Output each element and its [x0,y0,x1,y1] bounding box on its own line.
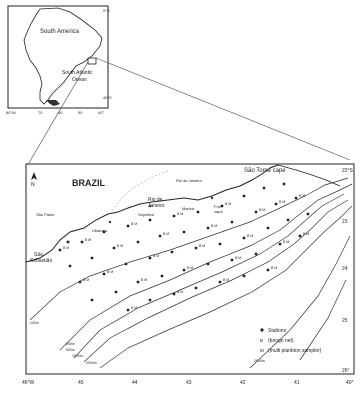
lat-label: 23 [342,219,348,225]
station-code-label: B M [271,266,278,270]
inset-map [6,6,112,115]
station-marker [159,235,162,238]
station-marker [221,205,224,208]
country-label: BRAZIL [72,178,105,188]
station-marker [149,219,152,222]
legend-bongo-label: (bongo net) [268,338,294,344]
station-marker [255,211,258,214]
station-marker [287,219,290,222]
inset-lon-tick: 70 [38,110,43,115]
station-marker [59,249,62,252]
place-label-sao-sebastiao-2: Sebastião [30,258,53,264]
station-marker [113,247,116,250]
station-marker [275,203,278,206]
station-marker [125,263,128,266]
station-code-label: B M [299,194,306,198]
station-code-label: B M [279,200,286,204]
station-code-label: B M [177,212,184,216]
station-marker [263,187,266,190]
lat-label: 24 [342,266,348,272]
longitude-labels [22,380,354,386]
legend-multi-code: M [260,348,264,353]
legend-stations-label: Stations [268,328,287,334]
station-code-label: B M [63,246,70,250]
station-marker [69,265,72,268]
place-label-frio-cape-1: Frio [214,204,221,209]
north-arrow-label: N [31,182,35,188]
station-marker [127,309,130,312]
place-label-sao-sebastiao-1: São [34,252,43,258]
station-marker [219,243,222,246]
station-marker [243,195,246,198]
station-code-label: B M [141,278,148,282]
legend-multi-label: (multi plankton sampler) [268,348,322,354]
isobath-label-200: 200m [66,342,75,346]
island [109,221,111,223]
station-marker [91,299,94,302]
station-marker [307,213,310,216]
inset-lon-tick: 60 [58,110,63,115]
station-marker [161,275,164,278]
isobath-label-500: 500m [66,348,75,352]
station-code-label: B M [235,256,242,260]
lon-label: 42 [240,380,246,386]
station-code-label: B M [259,208,266,212]
island [211,197,213,199]
station-marker [173,215,176,218]
place-label-marica: Maricá [182,206,195,211]
station-marker [243,275,246,278]
place-label-ubatuba: Ubatuba [92,228,108,233]
place-label-sepetiba: Sepetiba [138,212,154,217]
station-marker [195,247,198,250]
station-code-label: B M [117,244,124,248]
station-marker [207,227,210,230]
station-marker [231,221,234,224]
inset-ocean-label-1: South Atlantic [62,70,93,76]
station-marker [81,241,84,244]
legend-station-symbol [260,328,263,331]
station-marker [219,281,222,284]
place-label-rio-city-1: Rio de [148,197,163,203]
lon-label: 43 [186,380,192,386]
station-marker [137,241,140,244]
isobath-label-100: 100m [30,321,39,325]
inset-continent-label: South America [40,29,80,35]
station-code-label: B M [85,238,92,242]
lon-label: 41 [294,380,300,386]
station-marker [207,263,210,266]
inset-lon-ticks [6,110,104,115]
station-marker [231,259,234,262]
station-marker [183,269,186,272]
station-marker [91,257,94,260]
station-marker [183,231,186,234]
place-label-sao-paulo: São Paulo [36,212,55,217]
station-marker [243,237,246,240]
station-marker [267,269,270,272]
station-marker [299,235,302,238]
station-marker [197,211,200,214]
place-label-rio-city-2: Janeiro [148,203,165,209]
station-code-label: B M [163,232,170,236]
inset-lon-tick: 50 [78,110,83,115]
inset-lat-tick-40: 40°S [103,95,112,100]
lat-label: 22°S [342,168,353,174]
station-code-label: B M [131,222,138,226]
connector-line-right [96,58,350,160]
station-code-label: B M [177,290,184,294]
lon-label: 40° [346,380,354,386]
station-marker [171,251,174,254]
station-code-label: B M [283,240,290,244]
inset-ocean-label-2: Ocean [72,77,87,83]
main-map [22,164,354,386]
station-marker [279,243,282,246]
lat-label: 26° [342,368,350,374]
station-code-label: B M [225,202,232,206]
lat-label: 25 [342,318,348,324]
legend-bongo-code: B [260,338,264,343]
station-code-label: B M [211,224,218,228]
place-label-rio-state: Rio de Janeiro [176,178,202,183]
isobath-label-2000: 2000m [86,361,97,365]
station-marker [127,225,130,228]
station-code-label: B M [83,278,90,282]
isobath-label-1000: 1000m [72,354,83,358]
station-code-label: B M [187,266,194,270]
station-marker [283,183,286,186]
station-marker [195,287,198,290]
station-code-label: B M [223,278,230,282]
lon-label: 46°W [22,380,35,386]
station-marker [137,281,140,284]
isobath-label-2500: 2500m [254,359,265,363]
station-code-label: B M [303,232,310,236]
island [67,241,70,244]
station-marker [267,227,270,230]
station-marker [149,299,152,302]
station-marker [295,197,298,200]
place-label-frio-cape-2: cape [214,209,223,214]
lon-label: 45 [78,380,84,386]
station-marker [103,273,106,276]
place-label-sao-tome: São Tomé cape [244,168,286,174]
station-code-label: B M [131,306,138,310]
station-marker [255,253,258,256]
lon-label: 44 [132,380,138,386]
station-code-label: B M [153,254,160,258]
station-marker [149,257,152,260]
inset-lon-tick: 40° [98,110,105,115]
station-code-label: B M [247,234,254,238]
inset-lat-tick-0: 0°S [103,8,110,13]
station-marker [79,281,82,284]
station-code-label: B M [199,244,206,248]
inset-lon-tick: 80°W [6,110,16,115]
station-marker [115,291,118,294]
station-code-label: B M [107,270,114,274]
station-marker [173,293,176,296]
